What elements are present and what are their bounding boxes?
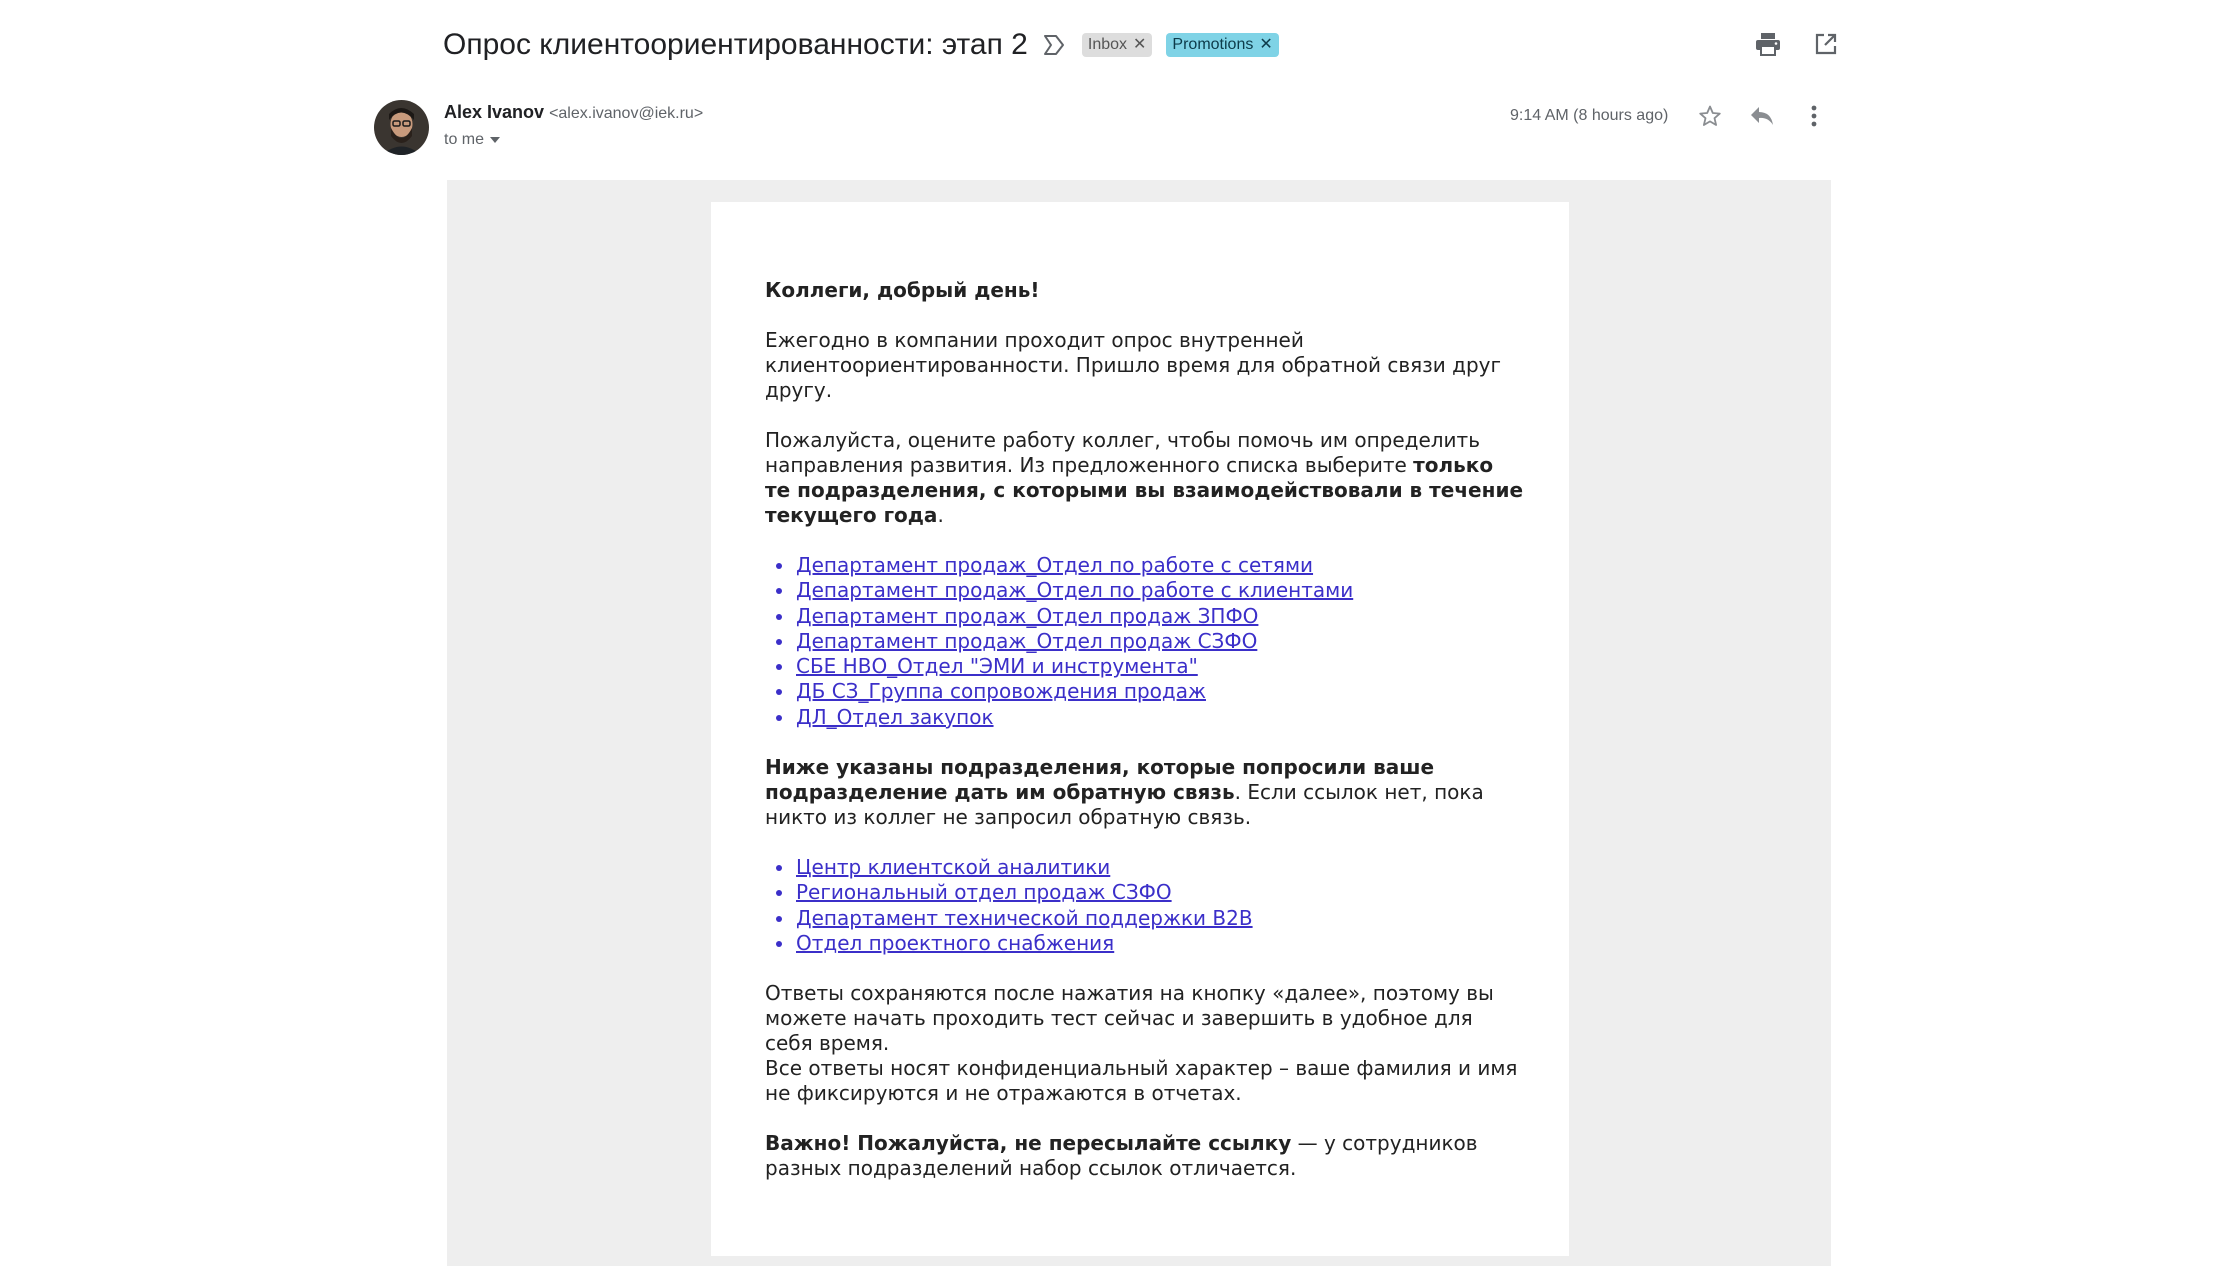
more-options-icon[interactable] — [1798, 100, 1830, 132]
list-item — [796, 578, 1525, 603]
requested-text: . Если ссылок нет, пока никто из коллег не запросил обратную связь. — [765, 780, 1484, 830]
greeting: Коллеги, добрый день! — [765, 278, 1040, 302]
reply-icon[interactable] — [1746, 100, 1778, 132]
list-item — [796, 654, 1525, 679]
instruction-emphasis: только те подразделения, с которыми вы взаимодействовали в течение текущего года — [765, 453, 1524, 527]
recipients-toggle[interactable] — [444, 131, 703, 149]
email-subject: Опрос клиентоориентированности: этап 2 — [443, 28, 1028, 61]
requested-paragraph — [765, 755, 1525, 830]
caret-down-icon — [490, 137, 500, 143]
instruction-end: . — [937, 503, 944, 527]
list-item — [796, 705, 1525, 730]
department-link[interactable]: Департамент продаж_Отдел по работе с сетями — [796, 553, 1314, 577]
print-icon[interactable] — [1752, 28, 1784, 60]
star-icon[interactable] — [1694, 100, 1726, 132]
sender-line — [444, 102, 703, 123]
label-chip-promotions[interactable] — [1166, 33, 1278, 57]
message-timestamp: 9:14 AM (8 hours ago) — [1510, 107, 1669, 124]
list-item — [796, 604, 1525, 629]
remove-label-inbox-icon[interactable]: ✕ — [1133, 36, 1147, 53]
open-in-new-window-icon[interactable] — [1810, 28, 1842, 60]
department-link[interactable]: СБЕ НВО_Отдел "ЭМИ и инструмента" — [796, 654, 1198, 679]
important-paragraph — [765, 1131, 1525, 1181]
list-item — [796, 679, 1525, 704]
message-actions — [1510, 100, 1830, 132]
requested-emphasis: Ниже указаны подразделения, которые попросили ваше подразделение дать им обратную связь — [765, 755, 1435, 805]
requested-department-link[interactable]: Центр клиентской аналитики — [796, 855, 1111, 880]
list-item — [796, 855, 1525, 880]
requested-department-link[interactable]: Отдел проектного снабжения — [796, 930, 1115, 955]
department-link[interactable]: Департамент продаж_Отдел по работе с клиентами — [796, 578, 1354, 603]
confidential-note: Все ответы носят конфиденциальный характер – ваше фамилия и имя не фиксируются и не отражаются в отчетах. — [765, 1056, 1518, 1106]
important-text: — у сотрудников разных подразделений набор ссылок отличается. — [765, 1131, 1478, 1181]
department-link-list — [765, 553, 1525, 730]
sender-email: <alex.ivanov@iek.ru> — [549, 105, 704, 122]
email-card — [711, 202, 1569, 1256]
important-emphasis: Важно! Пожалуйста, не пересылайте ссылку — [765, 1131, 1292, 1156]
thread-actions — [1752, 28, 1842, 60]
remove-label-promotions-icon[interactable]: ✕ — [1259, 36, 1273, 53]
list-item — [796, 629, 1525, 654]
list-item — [796, 880, 1525, 905]
list-item — [796, 553, 1525, 578]
sender-avatar[interactable] — [374, 100, 429, 155]
label-chip-promotions-text: Promotions — [1172, 36, 1254, 53]
sender-name[interactable]: Alex Ivanov — [444, 102, 545, 122]
requested-department-link[interactable]: Департамент технической поддержки B2B — [796, 905, 1253, 930]
label-chip-inbox-text: Inbox — [1087, 36, 1128, 53]
saving-note: Ответы сохраняются после нажатия на кнопку «далее», поэтому вы можете начать проходить тест сейчас и завершить в удобное для себя время. — [765, 981, 1494, 1056]
label-chip-inbox[interactable] — [1082, 33, 1153, 57]
instruction-text: Пожалуйста, оцените работу коллег, чтобы помочь им определить направления развития. Из предложенного списка выберите — [765, 428, 1480, 477]
importance-marker-icon[interactable] — [1042, 32, 1068, 58]
sender-info — [444, 102, 703, 149]
department-link[interactable]: ДБ СЗ_Группа сопровождения продаж — [796, 679, 1206, 704]
department-link[interactable]: ДЛ_Отдел закупок — [796, 704, 994, 729]
subject-row — [443, 24, 1279, 66]
intro-paragraph: Ежегодно в компании проходит опрос внутренней клиентоориентированности. Пришло время для обратной связи друг другу. — [765, 328, 1501, 402]
email-body-background — [447, 180, 1831, 1266]
instruction-paragraph — [765, 428, 1525, 528]
requested-link-list — [765, 855, 1525, 956]
recipients-label: to me — [444, 131, 485, 148]
email-content — [765, 278, 1525, 1206]
department-link[interactable]: Департамент продаж_Отдел продаж СЗФО — [796, 628, 1258, 653]
list-item — [796, 906, 1525, 931]
list-item — [796, 931, 1525, 956]
department-link[interactable]: Департамент продаж_Отдел продаж ЗПФО — [796, 603, 1259, 628]
requested-department-link[interactable]: Региональный отдел продаж СЗФО — [796, 880, 1172, 905]
